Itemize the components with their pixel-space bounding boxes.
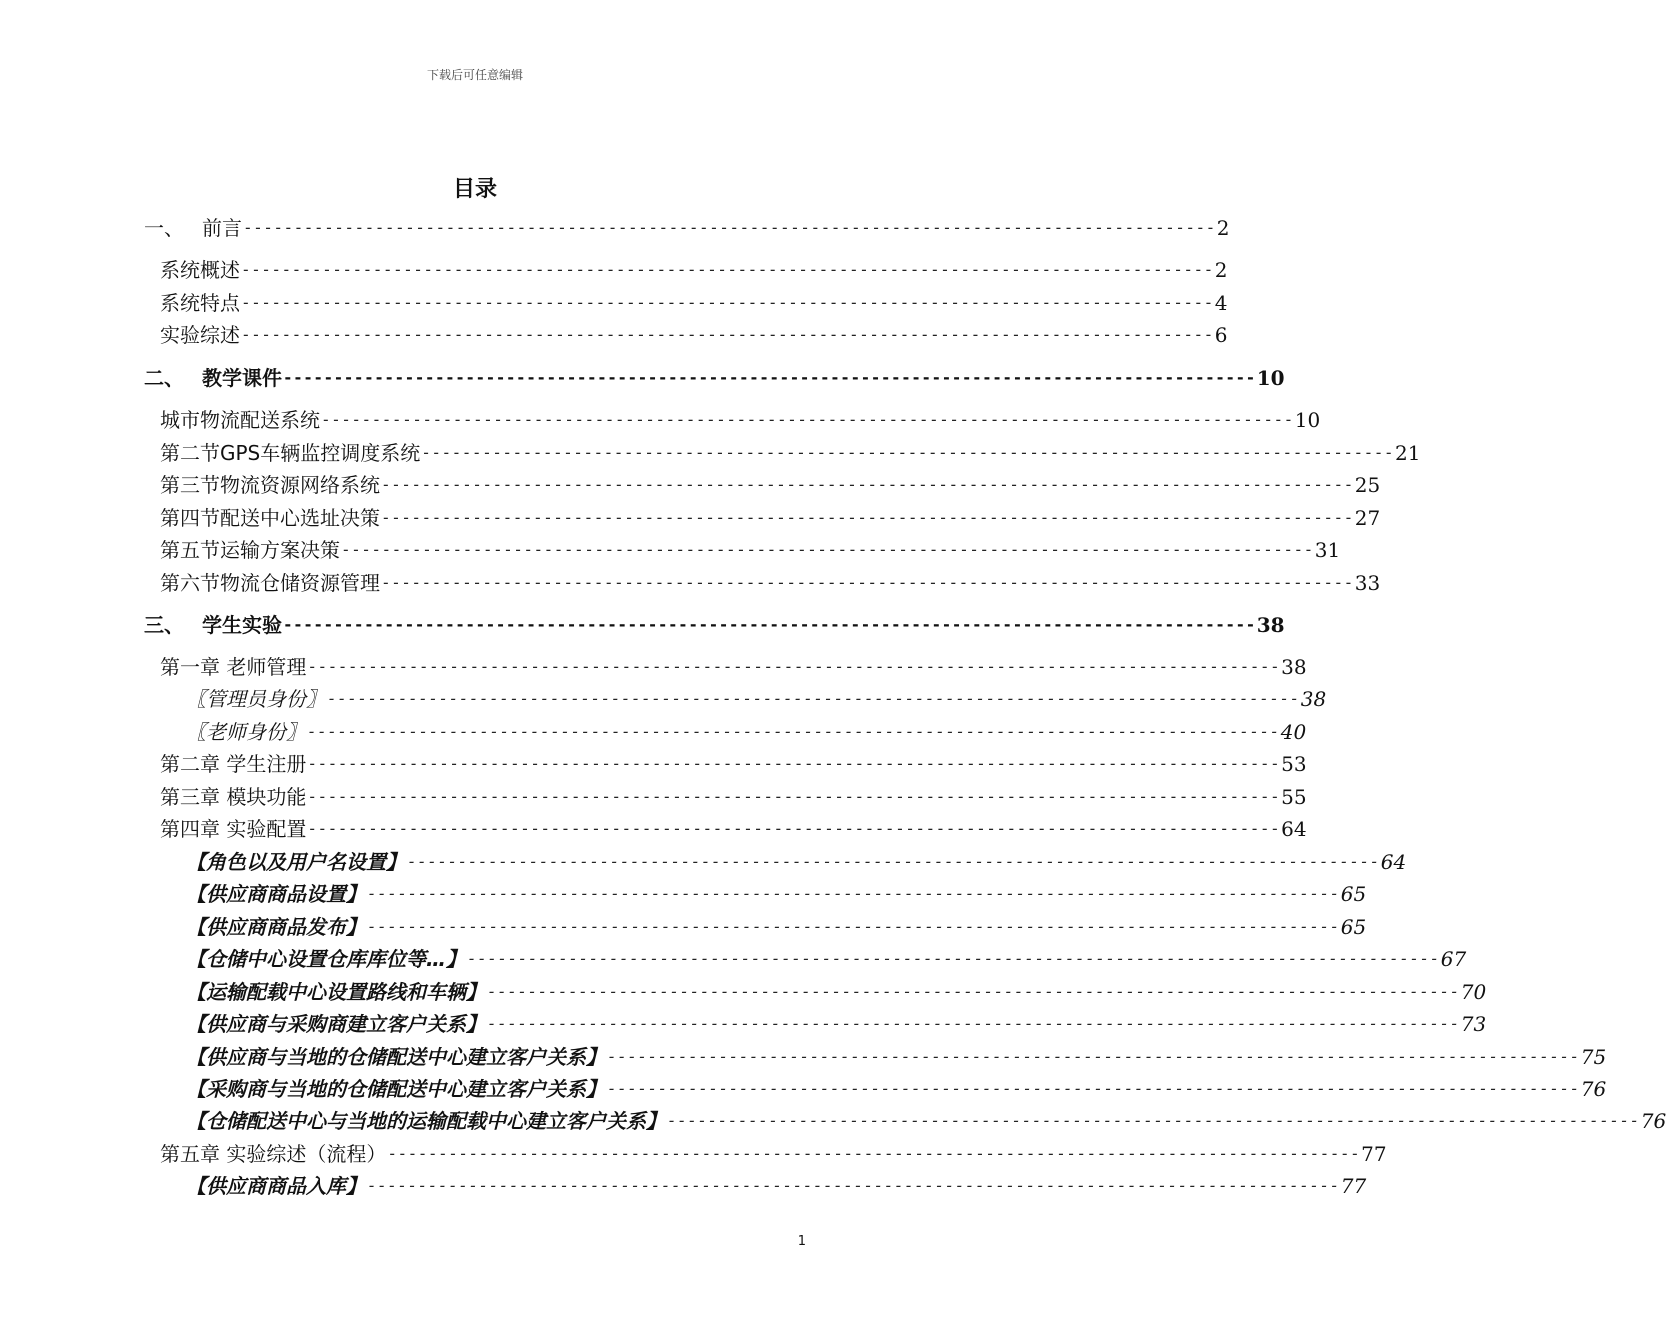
toc-entry[interactable]: [186, 1010, 1487, 1038]
toc-entry-label: 实验综述: [160, 323, 240, 347]
leader-dots: ------------------------------------------------------------------------------------------------: [283, 615, 1256, 634]
toc-entry[interactable]: [186, 1043, 1607, 1071]
leader-dots: ------------------------------------------------------------------------------------------------: [667, 1111, 1640, 1130]
toc-page-number: 70: [1460, 980, 1487, 1004]
toc-entry[interactable]: [186, 1172, 1367, 1200]
toc-entry-label: 系统特点: [160, 291, 240, 315]
toc-entry-label: 第五节运输方案决策: [160, 538, 340, 562]
toc-page-number: 27: [1354, 506, 1381, 530]
page-number: 1: [797, 1234, 806, 1249]
toc-entry-label: 第四节配送中心选址决策: [160, 506, 380, 530]
toc-page-number: 73: [1460, 1012, 1487, 1036]
toc-entry-label: 第六节物流仓储资源管理: [160, 571, 380, 595]
toc-entry-label: 第四章 实验配置: [160, 817, 307, 841]
toc-entry[interactable]: [160, 504, 1381, 532]
toc-entry-label: 第三节物流资源网络系统: [160, 473, 380, 497]
toc-entry-label: 【供应商与采购商建立客户关系】: [186, 1012, 486, 1036]
toc-page-number: 10: [1256, 366, 1285, 390]
leader-dots: ------------------------------------------------------------------------------------------------: [241, 325, 1214, 344]
leader-dots: ------------------------------------------------------------------------------------------------: [381, 475, 1354, 494]
toc-entry-label: 城市物流配送系统: [160, 408, 320, 432]
toc-page-number: 40: [1280, 720, 1307, 744]
leader-dots: ------------------------------------------------------------------------------------------------: [381, 508, 1354, 527]
toc-page-number: 33: [1354, 571, 1381, 595]
toc-entry[interactable]: [160, 406, 1321, 434]
toc-entry[interactable]: [160, 471, 1381, 499]
toc-entry-label: 【采购商与当地的仓储配送中心建立客户关系】: [186, 1077, 606, 1101]
toc-page-number: 76: [1640, 1109, 1666, 1133]
toc-entry-label: 第五章 实验综述（流程）: [160, 1142, 387, 1166]
toc-entry-label: 〖管理员身份〗: [186, 687, 326, 711]
toc-entry-label: 第二章 学生注册: [160, 752, 307, 776]
leader-dots: ------------------------------------------------------------------------------------------------: [241, 293, 1214, 312]
toc-entry[interactable]: [186, 1075, 1607, 1103]
toc-page-number: 65: [1340, 882, 1367, 906]
leader-dots: ------------------------------------------------------------------------------------------------: [421, 443, 1395, 462]
toc-entry-label: 前言: [202, 216, 242, 240]
toc-entry[interactable]: [160, 289, 1228, 317]
toc-entry[interactable]: [160, 569, 1381, 597]
toc-entry[interactable]: [160, 321, 1228, 349]
leader-dots: ------------------------------------------------------------------------------------------------: [607, 1047, 1580, 1066]
toc-entry[interactable]: [160, 815, 1307, 843]
leader-dots: ------------------------------------------------------------------------------------------------: [487, 1014, 1460, 1033]
toc-entry[interactable]: [186, 913, 1367, 941]
toc-entry-courseware[interactable]: [144, 364, 1285, 392]
section-number: 二、: [144, 366, 184, 390]
toc-page-number: 2: [1216, 216, 1230, 240]
toc-page-number: 25: [1354, 473, 1381, 497]
toc-page-number: 10: [1294, 408, 1321, 432]
toc-entry-label: 【供应商商品设置】: [186, 882, 366, 906]
toc-entry-label: 【供应商与当地的仓储配送中心建立客户关系】: [186, 1045, 606, 1069]
toc-entry[interactable]: [160, 536, 1341, 564]
toc-page-number: 53: [1281, 752, 1307, 776]
leader-dots: ------------------------------------------------------------------------------------------------: [381, 573, 1354, 592]
toc-entry[interactable]: [186, 1107, 1666, 1135]
toc-page-number: 21: [1395, 441, 1421, 465]
toc-entry[interactable]: [186, 880, 1367, 908]
leader-dots: ------------------------------------------------------------------------------------------------: [607, 1079, 1580, 1098]
toc-page-number: 55: [1281, 785, 1307, 809]
toc-entry-label: 第二节GPS车辆监控调度系统: [160, 441, 421, 465]
leader-dots: ------------------------------------------------------------------------------------------------: [367, 917, 1340, 936]
toc-entry[interactable]: [186, 685, 1327, 713]
toc-entry-student-experiment[interactable]: [144, 611, 1285, 639]
leader-dots: ------------------------------------------------------------------------------------------------: [367, 884, 1340, 903]
leader-dots: ------------------------------------------------------------------------------------------------: [283, 368, 1256, 387]
toc-entry-label: 【运输配载中心设置路线和车辆】: [186, 980, 486, 1004]
toc-page-number: 76: [1580, 1077, 1607, 1101]
toc-entry[interactable]: [160, 1140, 1387, 1168]
toc-entry-label: 教学课件: [202, 366, 282, 390]
leader-dots: ------------------------------------------------------------------------------------------------: [307, 657, 1281, 676]
toc-page-number: 6: [1214, 323, 1228, 347]
toc-page-number: 31: [1314, 538, 1341, 562]
toc-entry[interactable]: [186, 978, 1487, 1006]
toc-page-number: 4: [1214, 291, 1228, 315]
leader-dots: ------------------------------------------------------------------------------------------------: [307, 787, 1281, 806]
toc-entry-label: 系统概述: [160, 258, 240, 282]
toc-entry-label: 学生实验: [202, 613, 282, 637]
toc-entry-label: 第三章 模块功能: [160, 785, 307, 809]
toc-page-number: 65: [1340, 915, 1367, 939]
toc-entry-label: 【角色以及用户名设置】: [186, 850, 406, 874]
page-header: 下载后可任意编辑: [426, 68, 523, 82]
toc-entry-preface[interactable]: [144, 214, 1230, 242]
leader-dots: ------------------------------------------------------------------------------------------------: [387, 1144, 1361, 1163]
leader-dots: ------------------------------------------------------------------------------------------------: [467, 949, 1440, 968]
leader-dots: ------------------------------------------------------------------------------------------------: [241, 260, 1214, 279]
toc-page-number: 77: [1361, 1142, 1387, 1166]
leader-dots: ------------------------------------------------------------------------------------------------: [367, 1176, 1340, 1195]
toc-page-number: 77: [1340, 1174, 1367, 1198]
toc-entry-label: 【仓储配送中心与当地的运输配载中心建立客户关系】: [186, 1109, 666, 1133]
toc-entry-label: 〖老师身份〗: [186, 720, 306, 744]
leader-dots: ------------------------------------------------------------------------------------------------: [307, 722, 1280, 741]
toc-entry-label: 【供应商商品发布】: [186, 915, 366, 939]
toc-page-number: 2: [1214, 258, 1228, 282]
leader-dots: ------------------------------------------------------------------------------------------------: [321, 410, 1294, 429]
toc-title: 目录: [452, 177, 497, 202]
section-number: 一、: [144, 216, 184, 240]
toc-entry-label: 【供应商商品入库】: [186, 1174, 366, 1198]
leader-dots: ------------------------------------------------------------------------------------------------: [327, 689, 1300, 708]
toc-page-number: 75: [1580, 1045, 1607, 1069]
leader-dots: ------------------------------------------------------------------------------------------------: [307, 819, 1281, 838]
leader-dots: ------------------------------------------------------------------------------------------------: [341, 540, 1314, 559]
toc-page-number: 64: [1281, 817, 1307, 841]
leader-dots: ------------------------------------------------------------------------------------------------: [243, 218, 1216, 237]
section-number: 三、: [144, 613, 184, 637]
toc-page-number: 38: [1281, 655, 1307, 679]
leader-dots: ------------------------------------------------------------------------------------------------: [487, 982, 1460, 1001]
toc-entry-label: 第一章 老师管理: [160, 655, 307, 679]
leader-dots: ------------------------------------------------------------------------------------------------: [407, 852, 1380, 871]
toc-entry[interactable]: [160, 256, 1228, 284]
toc-entry[interactable]: [160, 750, 1307, 778]
toc-entry[interactable]: [186, 848, 1407, 876]
leader-dots: ------------------------------------------------------------------------------------------------: [307, 754, 1281, 773]
toc-entry[interactable]: [160, 439, 1421, 467]
toc-page-number: 38: [1300, 687, 1327, 711]
toc-entry[interactable]: [160, 653, 1307, 681]
toc-page-number: 67: [1440, 947, 1467, 971]
toc-entry-label: 【仓储中心设置仓库库位等…】: [186, 947, 466, 971]
toc-entry[interactable]: [160, 783, 1307, 811]
toc-entry[interactable]: [186, 718, 1307, 746]
toc-page-number: 64: [1380, 850, 1407, 874]
toc-page-number: 38: [1256, 613, 1285, 637]
toc-entry[interactable]: [186, 945, 1467, 973]
